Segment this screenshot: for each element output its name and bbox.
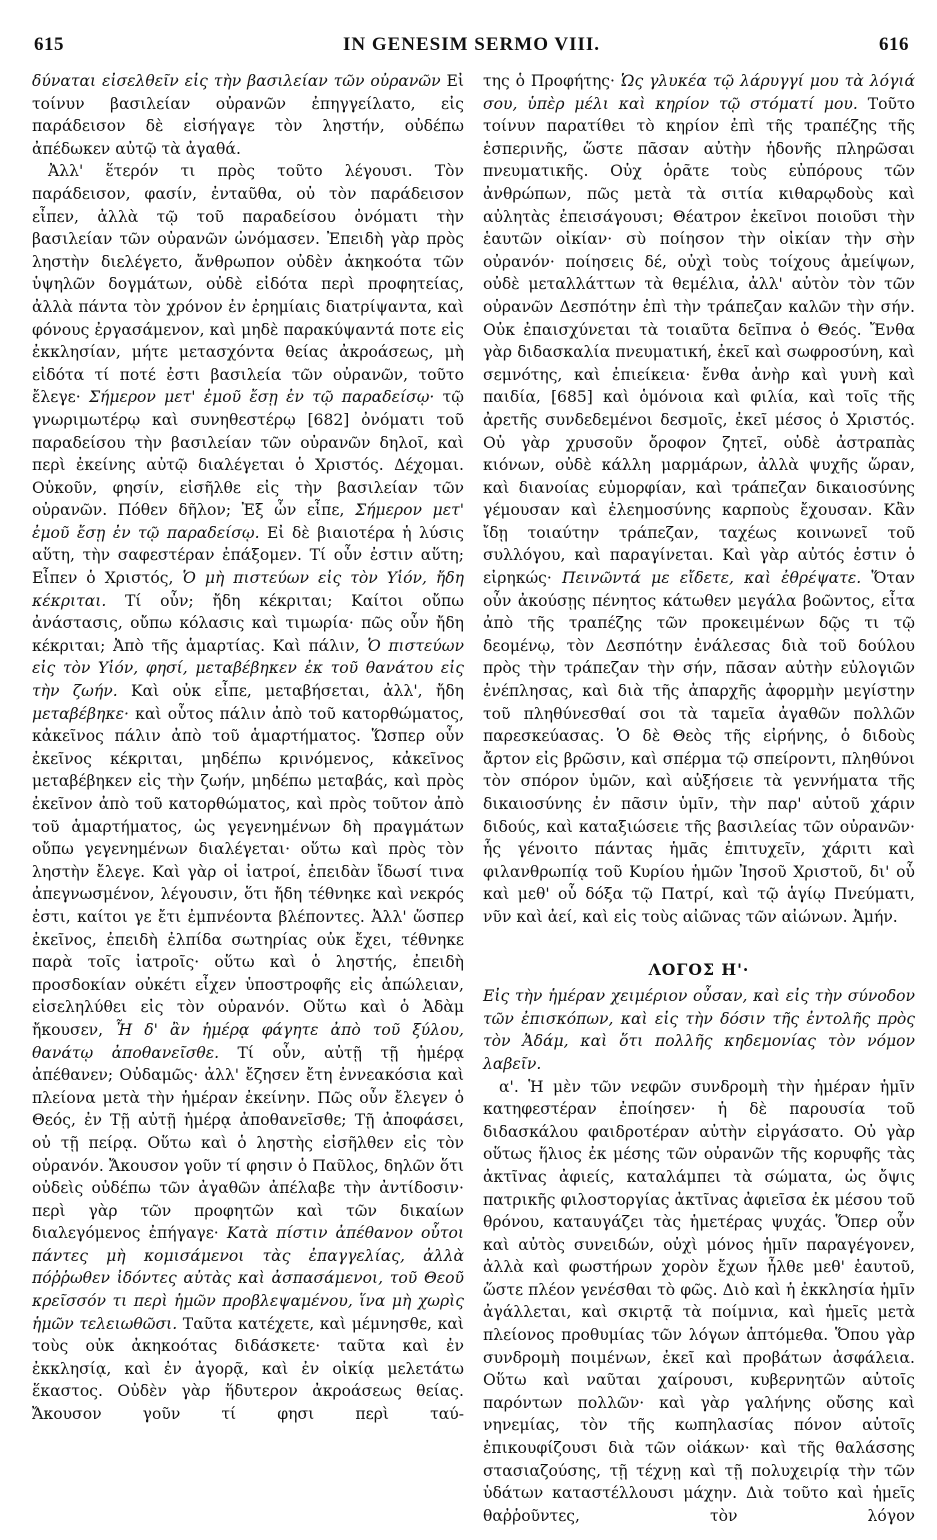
text-run: Εἰ τοίνυν βασιλείαν οὐρανῶν ἐπηγγείλατο, εἰς παράδεισον δὲ εἰσήγαγε τὸν ληστήν, οὐδέπω ἀπέδωκεν αὐτῷ τὰ ἀγαθά. — [32, 72, 464, 158]
two-columns — [32, 70, 915, 1527]
right-paragraph-1 — [483, 70, 915, 929]
text-run: καὶ οὗτος πάλιν ἀπὸ τοῦ κατορθώματος, κἀκεῖνος πάλιν ἀπὸ τοῦ ἁμαρτήματος. Ὥσπερ οὖν ἐκεῖνος κέκριται, μηδέπω κρινόμενος, κἀκεῖνος μεταβέβηκεν εἰς τὴν ζωήν, μηδέπω μεταβάς, καὶ πρὸς ἐκεῖνον ἀπὸ τοῦ κατορθώματος, καὶ πρὸς τοῦτον ἀπὸ τοῦ ἁμαρτήματος, ὡς γεγενημένων δὴ πραγμάτων οὔπω γεγενημένων διαλέγεται· οὕτω καὶ πρὸς τὸν ληστὴν ἔλεγε. Καὶ γὰρ οἱ ἰατροί, ἐπειδὰν ἴδωσί τινα ἀπεγνωσμένον, λέγουσιν, ὅτι ἤδη τέθνηκε καὶ νεκρός ἐστι, καίτοι γε ἔτι ἐμπνέοντα βλέποντες. Ἀλλ' ὥσπερ ἐκεῖνος, ἐπειδὴ ἐλπίδα σωτηρίας οὐκ ἔχει, τέθνηκε παρὰ τοῖς ἰατροῖς· οὕτω καὶ ὁ ληστής, ἐπειδὴ προσδοκίαν οὐκέτι εἶχεν ὑποστροφῆς εἰς ἀπώλειαν, εἰσεληλύθει εἰς τὸν οὐρανόν. Οὕτω καὶ ὁ Ἀδὰμ ἤκουσεν, — [32, 704, 464, 1039]
text-run: Τί οὖν; ἤδη κέκριται; Καίτοι οὔπω ἀνάστασις, οὔπω κόλασις καὶ τιμωρία· πῶς οὖν ἤδη κέκριται; Ἀπὸ τῆς ἁμαρτίας. Καὶ πάλιν, — [32, 591, 464, 655]
right-column — [483, 70, 915, 1527]
text-run: Εἰ δὲ βιαιοτέρα ἡ λύσις αὕτη, τὴν σαφεστέραν ἐπάξομεν. Τί οὖν ἐστιν αὕτη; Εἶπεν ὁ Χριστός, — [32, 523, 464, 588]
scripture-quote: μεταβέβηκε· — [32, 704, 129, 723]
scripture-quote: Ὡς γλυκέα τῷ λάρυγγί μου τὰ λόγιά σου, ὑπὲρ μέλι καὶ κηρίον τῷ στόματί μου. — [483, 72, 915, 113]
text-run: τῷ γνωριμωτέρῳ καὶ συνηθεστέρῳ [682] ὀνόματι τοῦ παραδείσου τὴν βασιλείαν τῶν οὐρανῶν δηλοῖ, καὶ περὶ ἐκείνης αὐτῷ διαλέγεται ὁ Χριστός. Δέχομαι. Οὐκοῦν, φησίν, εἰσῆλθε εἰς τὴν βασιλείαν τῶν οὐρανῶν. Πόθεν δῆλον; Ἐξ ὧν εἶπε, — [32, 388, 464, 520]
left-paragraph-1 — [32, 70, 464, 160]
scripture-quote: Ὁ πιστεύων εἰς τὸν Υἱόν, φησί, μεταβέβηκεν ἐκ τοῦ θανάτου εἰς τὴν ζωήν. — [32, 636, 464, 701]
scripture-quote: Σήμερον μετ' ἐμοῦ ἔσῃ ἐν τῷ παραδείσῳ. — [32, 501, 464, 542]
running-head — [32, 34, 915, 64]
text-run: της ὁ Προφήτης· — [483, 72, 615, 90]
scripture-quote: Ἧ δ' ἂν ἡμέρᾳ φάγητε ἀπὸ τοῦ ξύλου, θανάτῳ ἀποθανεῖσθε. — [32, 1020, 464, 1062]
text-run: Τοῦτο τοίνυν παρατίθει τὸ κηρίον ἐπὶ τῆς τραπέζης τῆς ἑσπερινῆς, ὥστε πᾶσαν αὐτὴν ἡδονῆς πληρῶσαι πνευματικῆς. Οὐχ ὁρᾶτε τοὺς εὐπόρους τῶν ἀνθρώπων, πῶς μετὰ τὰ σιτία κιθαρῳδοὺς καὶ αὐλητὰς ἐπεισάγουσι; Θέατρον ἐκεῖνοι ποιοῦσι τὴν ἑαυτῶν οἰκίαν· σὺ ποίησον τὴν οἰκίαν τὴν σὴν οὐρανόν· ποίησεις δέ, οὐχὶ τοὺς τοίχους ἀμείψων, οὐδὲ μεταλλάττων τὰ θεμέλια, ἀλλ' αὐτὸν τὸν τῶν οὐρανῶν Δεσπότην ἐπὶ τὴν τράπεζαν καλῶν τὴν σήν. Οὐκ ἐπαισχύνεται τὰ τοιαῦτα δεῖπνα ὁ Θεός. Ἔνθα γὰρ διδασκαλία πνευματική, ἐκεῖ καὶ σωφροσύνη, καὶ σεμνότης, καὶ ἐπιείκεια· ἔνθα ἀνὴρ καὶ γυνὴ καὶ παιδία, [685] καὶ ὁμόνοια καὶ φιλία, καὶ τοῖς τῆς ἀρετῆς συνδεδεμένοι δεσμοῖς, ἐκεῖ μέσος ὁ Χριστός. Οὐ γὰρ χρυσοῦν ὄροφον ζητεῖ, οὐδὲ ἀστραπὰς κιόνων, οὐδὲ κάλλη μαρμάρων, ἀλλὰ ψυχῆς ὥραν, καὶ διανοίας εὐμορφίαν, καὶ τράπεζαν δικαιοσύνης γέμουσαν καὶ ἐλεημοσύνης καρποὺς ἔχουσαν. Κἂν ἴδῃ τοιαύτην τράπεζαν, ταχέως κοινωνεῖ τοῦ συλλόγου, καὶ παραγίνεται. Καὶ γὰρ αὐτός ἐστιν ὁ εἰρηκώς· — [483, 94, 915, 588]
sermon-subtitle: Εἰς τὴν ἡμέραν χειμέριον οὖσαν, καὶ εἰς τὴν σύνοδον τῶν ἐπισκόπων, καὶ εἰς τὴν δόσιν τῆς ἐντολῆς πρὸς τὸν Ἀδάμ, καὶ ὅτι πολλῆς κηδεμονίας τὸν νόμον λαβεῖν. — [483, 987, 915, 1073]
text-run: Ἀλλ' ἕτερόν τι πρὸς τοῦτο λέγουσι. Τὸν παράδεισον, φασίν, ἐνταῦθα, οὐ τὸν παράδεισον εἶπεν, ἀλλὰ τῷ τοῦ παραδείσου ὀνόματι τὴν βασιλείαν τῶν οὐρανῶν ὠνόμασεν. Ἐπειδὴ γὰρ πρὸς ληστὴν διελέγετο, ἄνθρωπον οὐδὲν ἀκηκοότα τῶν ὑψηλῶν δογμάτων, οὐδὲ εἰδότα περὶ προφητείας, ἀλλὰ πάντα τὸν χρόνον ἐν ἐρημίαις διατρίψαντα, καὶ φόνους ἐργασάμενον, καὶ μηδὲ παρακύψαντά ποτε εἰς ἐκκλησίαν, μήτε μετασχόντα θείας ἀκροάσεως, μὴ εἰδότα τί ποτέ ἐστι βασιλεία τῶν οὐρανῶν, τοῦτο ἔλεγε· — [32, 162, 464, 407]
text-run: Ὅταν οὖν ἀκούσῃς πένητος κάτωθεν μεγάλα βοῶντος, εἶτα ἀπὸ τῆς τραπέζης τῶν προκειμένων δῷς τι τῷ δεομένῳ, τὸν Δεσπότην ἐνάλεσας διὰ τοῦ δούλου πρὸς τὴν τράπεζαν τὴν σήν, πᾶσαν αὐτὴν εὐλογιῶν ἐνέπλησας, καὶ διὰ τῆς ἀπαρχῆς ἀφορμὴν μεγίστην τοῦ πληθύνεσθαί σοι τὰ ταμεῖα ἀγαθῶν πολλῶν παρεσκεύασας. Ὁ δὲ Θεὸς τῆς εἰρήνης, ὁ διδοὺς ἄρτον εἰς βρῶσιν, καὶ σπέρμα τῷ σπείροντι, πληθύνοι τὸν σπόρον ὑμῶν, καὶ αὐξήσειε τὰ γεννήματα τῆς δικαιοσύνης ἐν πᾶσιν ὑμῖν, τὴν παρ' αὐτοῦ χάριν διδούς, καὶ καταξιώσειε τῆς βασιλείας τῶν οὐρανῶν· ἧς γένοιτο πάντας ἡμᾶς ἐπιτυχεῖν, χάριτι καὶ φιλανθρωπίᾳ τοῦ Κυρίου ἡμῶν Ἰησοῦ Χριστοῦ, δι' οὗ καὶ μεθ' οὗ δόξα τῷ Πατρί, καὶ τῷ ἁγίῳ Πνεύματι, νῦν καὶ ἀεί, καὶ εἰς τοὺς αἰῶνας τῶν αἰώνων. Ἀμήν. — [483, 569, 915, 926]
scripture-quote: Πεινῶντά με εἴδετε, καὶ ἐθρέψατε. — [562, 569, 862, 588]
left-column — [32, 70, 464, 1527]
text-run: Ταῦτα κατέχετε, καὶ μέμνησθε, καὶ τοὺς οὐκ ἀκηκοότας διδάσκετε· ταῦτα καὶ ἐν ἐκκλησίᾳ, καὶ ἐν ἀγορᾷ, καὶ ἐν οἰκίᾳ μελετάτω ἕκαστος. Οὐδὲν γὰρ ἥδυτερον ἀκροάσεως θείας. Ἄκουσον γοῦν τί φησι περὶ ταύ- — [32, 1314, 464, 1424]
page-number-left: 615 — [34, 34, 64, 55]
running-title: IN GENESIM SERMO VIII. — [342, 34, 601, 55]
text-run: Καὶ οὐκ εἶπε, μεταβήσεται, ἀλλ', ἤδη — [130, 682, 464, 701]
scripture-quote: δύναται εἰσελθεῖν εἰς τὴν βασιλείαν τῶν οὐρανῶν — [32, 72, 441, 90]
scripture-quote: Σήμερον μετ' ἐμοῦ ἔσῃ ἐν τῷ παραδείσῳ· — [88, 388, 435, 407]
sermon-heading: ΛΟΓΟΣ Η'· — [648, 959, 750, 979]
scripture-quote: Ὁ μὴ πιστεύων εἰς τὸν Υἱόν, ἤδη κέκριται. — [32, 569, 464, 610]
scripture-quote: Κατὰ πίστιν ἀπέθανον οὗτοι πάντες μὴ κομισάμενοι τὰς ἐπαγγελίας, ἀλλὰ πόῤῥωθεν ἰδόντες αὐτὰς καὶ ἀσπασάμενοι, τοῦ Θεοῦ κρεῖσσόν τι περὶ ἡμῶν προβλεψαμένου, ἵνα μὴ χωρὶς ἡμῶν τελειωθῶσι. — [32, 1224, 464, 1333]
left-paragraph-2 — [32, 160, 464, 1425]
page-number-right: 616 — [879, 34, 909, 55]
right-paragraph-2: α'. Ἡ μὲν τῶν νεφῶν συνδρομὴ τὴν ἡμέραν ἡμῖν κατηφεστέραν ἐποίησεν· ἡ δὲ παρουσία τοῦ διδασκάλου φαιδροτέραν αὐτὴν εἰργάσατο. Οὐ γὰρ οὕτως ἥλιος ἐκ μέσης τῶν οὐρανῶν τῆς κορυφῆς τὰς ἀκτῖνας ἀφιείς, καταλάμπει τὰ σώματα, ὡς ὄψις πατρικῆς φιλοστοργίας ἀκτῖνας ἀφιεῖσα ἐκ μέσου τοῦ θρόνου, καταυγάζει τὰς ἡμετέρας ψυχάς. Ὅπερ οὖν καὶ αὐτὸς συνειδών, οὐχὶ μόνος ἡμῖν παραγέγονεν, ἀλλὰ καὶ φωστήρων χορὸν ἔχων ἦλθε μεθ' ἑαυτοῦ, ὥστε πλέον γενέσθαι τὸ φῶς. Διὸ καὶ ἡ ἐκκλησία ἡμῖν ἀγάλλεται, καὶ σκιρτᾷ τὰ ποίμνια, καὶ ἡμεῖς μετὰ πλείονος προθυμίας τῶν λόγων ἁπτόμεθα. Ὅπου γὰρ συνδρομὴ ποιμένων, ἐκεῖ καὶ προβάτων ἀσφάλεια. Οὕτω καὶ ναῦται χαίρουσι, κυβερνητῶν αὐτοῖς παρόντων πολλῶν· καὶ γὰρ γαλήνης οὔσης καὶ νηνεμίας, τὸν τῆς κωπηλασίας πόνον αὐτοῖς ἐπικουφίζουσι διὰ τῶν οἰάκων· καὶ τῆς θαλάσσης στασιαζούσης, τῇ τέχνῃ καὶ τῇ πολυχειρίᾳ τὴν τῶν ὑδάτων καταστέλλουσι μάχην. Διὰ τοῦτο καὶ ἡμεῖς θαῤῥοῦντες, τὸν λόγον — [483, 1077, 915, 1525]
text-run: Τί οὖν, αὐτῇ τῇ ἡμέρᾳ ἀπέθανεν; Οὐδαμῶς· ἀλλ' ἔζησεν ἔτη ἐννεακόσια καὶ πλείονα μετὰ τὴν ἡμέραν ἐκείνην. Πῶς οὖν ἔλεγεν ὁ Θεός, ἐν Τῇ αὐτῇ ἡμέρᾳ ἀποθανεῖσθε; Τῇ ἀποφάσει, οὐ τῇ πείρᾳ. Οὕτω καὶ ὁ ληστὴς εἰσῆλθεν εἰς τὸν οὐρανόν. Ἄκουσον γοῦν τί φησιν ὁ Παῦλος, δηλῶν ὅτι οὐδεὶς οὐδέπω τῶν ἀγαθῶν ἀπέλαβε τὴν ἀντίδοσιν· περὶ γὰρ τῶν προφητῶν καὶ τῶν δικαίων διαλεγόμενος ἐπήγαγε· — [32, 1043, 464, 1243]
